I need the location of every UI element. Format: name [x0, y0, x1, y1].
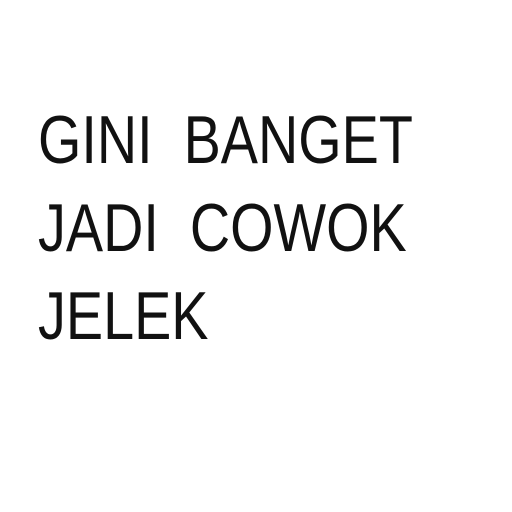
caption-text-block	[38, 96, 413, 360]
caption-line-2: JADI COWOK	[38, 190, 407, 266]
caption-line-3: JELEK	[38, 278, 209, 354]
caption-line-1: GINI BANGET	[38, 102, 413, 178]
